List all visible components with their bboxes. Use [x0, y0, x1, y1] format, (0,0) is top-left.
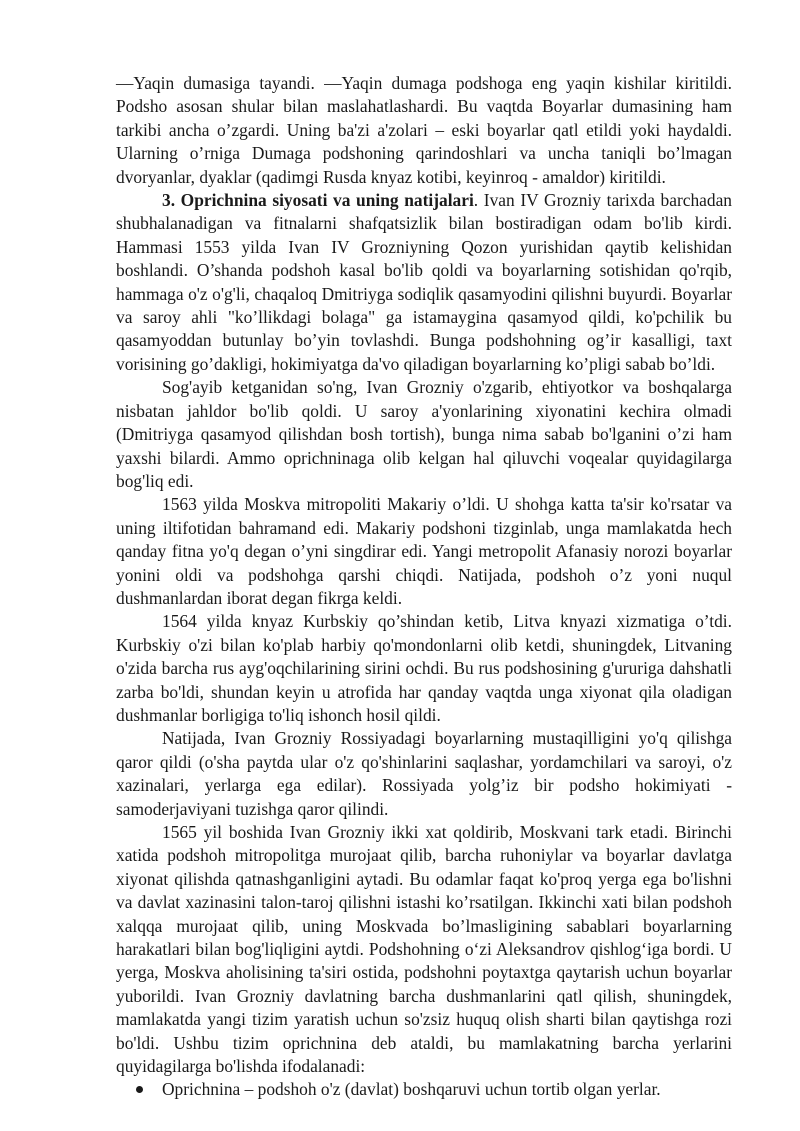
paragraph-1564: 1564 yilda knyaz Kurbskiy qo’shindan ketib, Litva knyazi xizmatiga o’tdi. Kurbskiy o'zi bilan ko'plab harbiy qo'mondonlarni olib ketdi, shuningdek, Litvaning o'zida barcha rus ayg'oqchilarining sirini ochdi. Bu rus podshosining g'ururiga dahshatli zarba bo'ldi, shundan keyin u atrofida har qanday vaqtda unga xiyonat qila oladigan dushmanlar borligiga to'liq ishonch hosil qildi. — [116, 611, 732, 725]
paragraph-result: Natijada, Ivan Grozniy Rossiyadagi boyarlarning mustaqilligini yo'q qilishga qaror qildi (o'sha paytda ular o'z qo'shinlarini saqlashar, yordamchilari va saroyi, o'z xazinalari, yerlarga ega edilar). Rossiyada yolg’iz bir podsho hokimiyati - samoderjaviyani tuzishga qaror qilindi. — [116, 728, 732, 819]
paragraph-oprichnina-text: Ivan IV Grozniy tarixda barchadan shubhalanadigan va fitnalarni shafqatsizlik bilan bostiradigan odam bo'lib kirdi. Hammasi 1553 yilda Ivan IV Grozniyning Qozon yurishidan qaytib kelishidan boshlandi. O’shanda podshoh kasal bo'lib qoldi va boyarlarning sotishidan qo'rqib, hammaga o'z o'g'li, chaqaloq Dmitriyga sodiqlik qasamyodini qilishni buyurdi. Boyarlar va saroy ahli "ko’llikdagi bolaga" ga istamaygina qasamyod qildi, ko'pchilik bu qasamyoddan butunlay bo’yin tovlashdi. Bunga podshohning og’ir kasalligi, taxt vorisining go’dakligi, hokimiyatga da'vo qiladigan boyarlarning ko’pligi sabab bo’ldi. — [116, 190, 732, 374]
section-heading: 3. Oprichnina siyosati va uning natijalari — [162, 190, 474, 211]
section-heading-tail: . — [473, 190, 479, 211]
paragraph-1565: 1565 yil boshida Ivan Grozniy ikki xat qoldirib, Moskvani tark etadi. Birinchi xatida podshoh mitropolitga murojaat qilib, barcha ruhoniylar va boyarlar davlatga xiyonat qilishda qatnashganligini aytadi. Bu odamlar faqat ko'proq yerga ega bo'lishni va davlat xazinasini talon-taroj qilishni istashi ko’rsatilgan. Ikkinchi xati bilan podshoh xalqqa murojaat qilib, uning Moskvada bo’lmasligining sabablari boyarlarning harakatlari bilan bog'liqligini aytdi. Podshohning o‘zi Aleksandrov qishlog‘iga bordi. U yerga, Moskva aholisining ta'siri ostida, podshohni poytaxtga qaytarish uchun boyarlar yuborildi. Ivan Grozniy davlatning barcha dushmanlarini qatl qilish, shuningdek, mamlakatda yangi tizim yaratish uchun so'zsiz huquq olish sharti bilan qaytishga rozi bo'ldi. Ushbu tizim oprichnina deb ataldi, bu mamlakatning barcha yerlarini quyidagilarga bo'lishda ifodalanadi: — [116, 822, 732, 1077]
paragraph-oprichnina-intro — [116, 189, 732, 376]
paragraph-duma: —Yaqin dumasiga tayandi. —Yaqin dumaga podshoga eng yaqin kishilar kiritildi. Podsho asosan shular bilan maslahatlashardi. Bu vaqtda Boyarlar dumasining ham tarkibi ancha o’zgardi. Uning ba'zi a'zolari – eski boyarlar qatl etildi yoki haydaldi. Ularning o’rniga Dumaga podshoning qarindoshlari va uncha taniqli bo’lmagan dvoryanlar, dyaklar (qadimgi Rusda knyaz kotibi, keyinroq - amaldor) kiritildi. — [116, 73, 732, 187]
list-item — [116, 1078, 732, 1101]
paragraph-recovery: Sog'ayib ketganidan so'ng, Ivan Grozniy o'zgarib, ehtiyotkor va boshqalarga nisbatan jahldor bo'lib qoldi. U saroy a'yonlarining xiyonatini kechira olmadi (Dmitriyga qasamyod qilishdan bosh tortish), bunga nima sabab bo'lganini o’zi ham yaxshi bilardi. Ammo oprichninaga olib kelgan hal qiluvchi voqealar quyidagilarga bog'liq edi. — [116, 377, 732, 491]
paragraph-1563: 1563 yilda Moskva mitropoliti Makariy o’ldi. U shohga katta ta'sir ko'rsatar va uning iltifotidan bahramand edi. Makariy podshoni tizginlab, unga mamlakatda hech qanday fitna yo'q degan o’yni singdirar edi. Yangi metropolit Afanasiy norozi boyarlar yonini oldi va podshohga qarshi chiqdi. Natijada, podshoh o’z yoni nuqul dushmanlardan iborat degan fikrga keldi. — [116, 494, 732, 608]
bullet-dot-icon — [136, 1086, 143, 1093]
list-item-text: Oprichnina – podshoh o'z (davlat) boshqaruvi uchun tortib olgan yerlar. — [162, 1079, 661, 1100]
bullet-list — [116, 1078, 732, 1101]
